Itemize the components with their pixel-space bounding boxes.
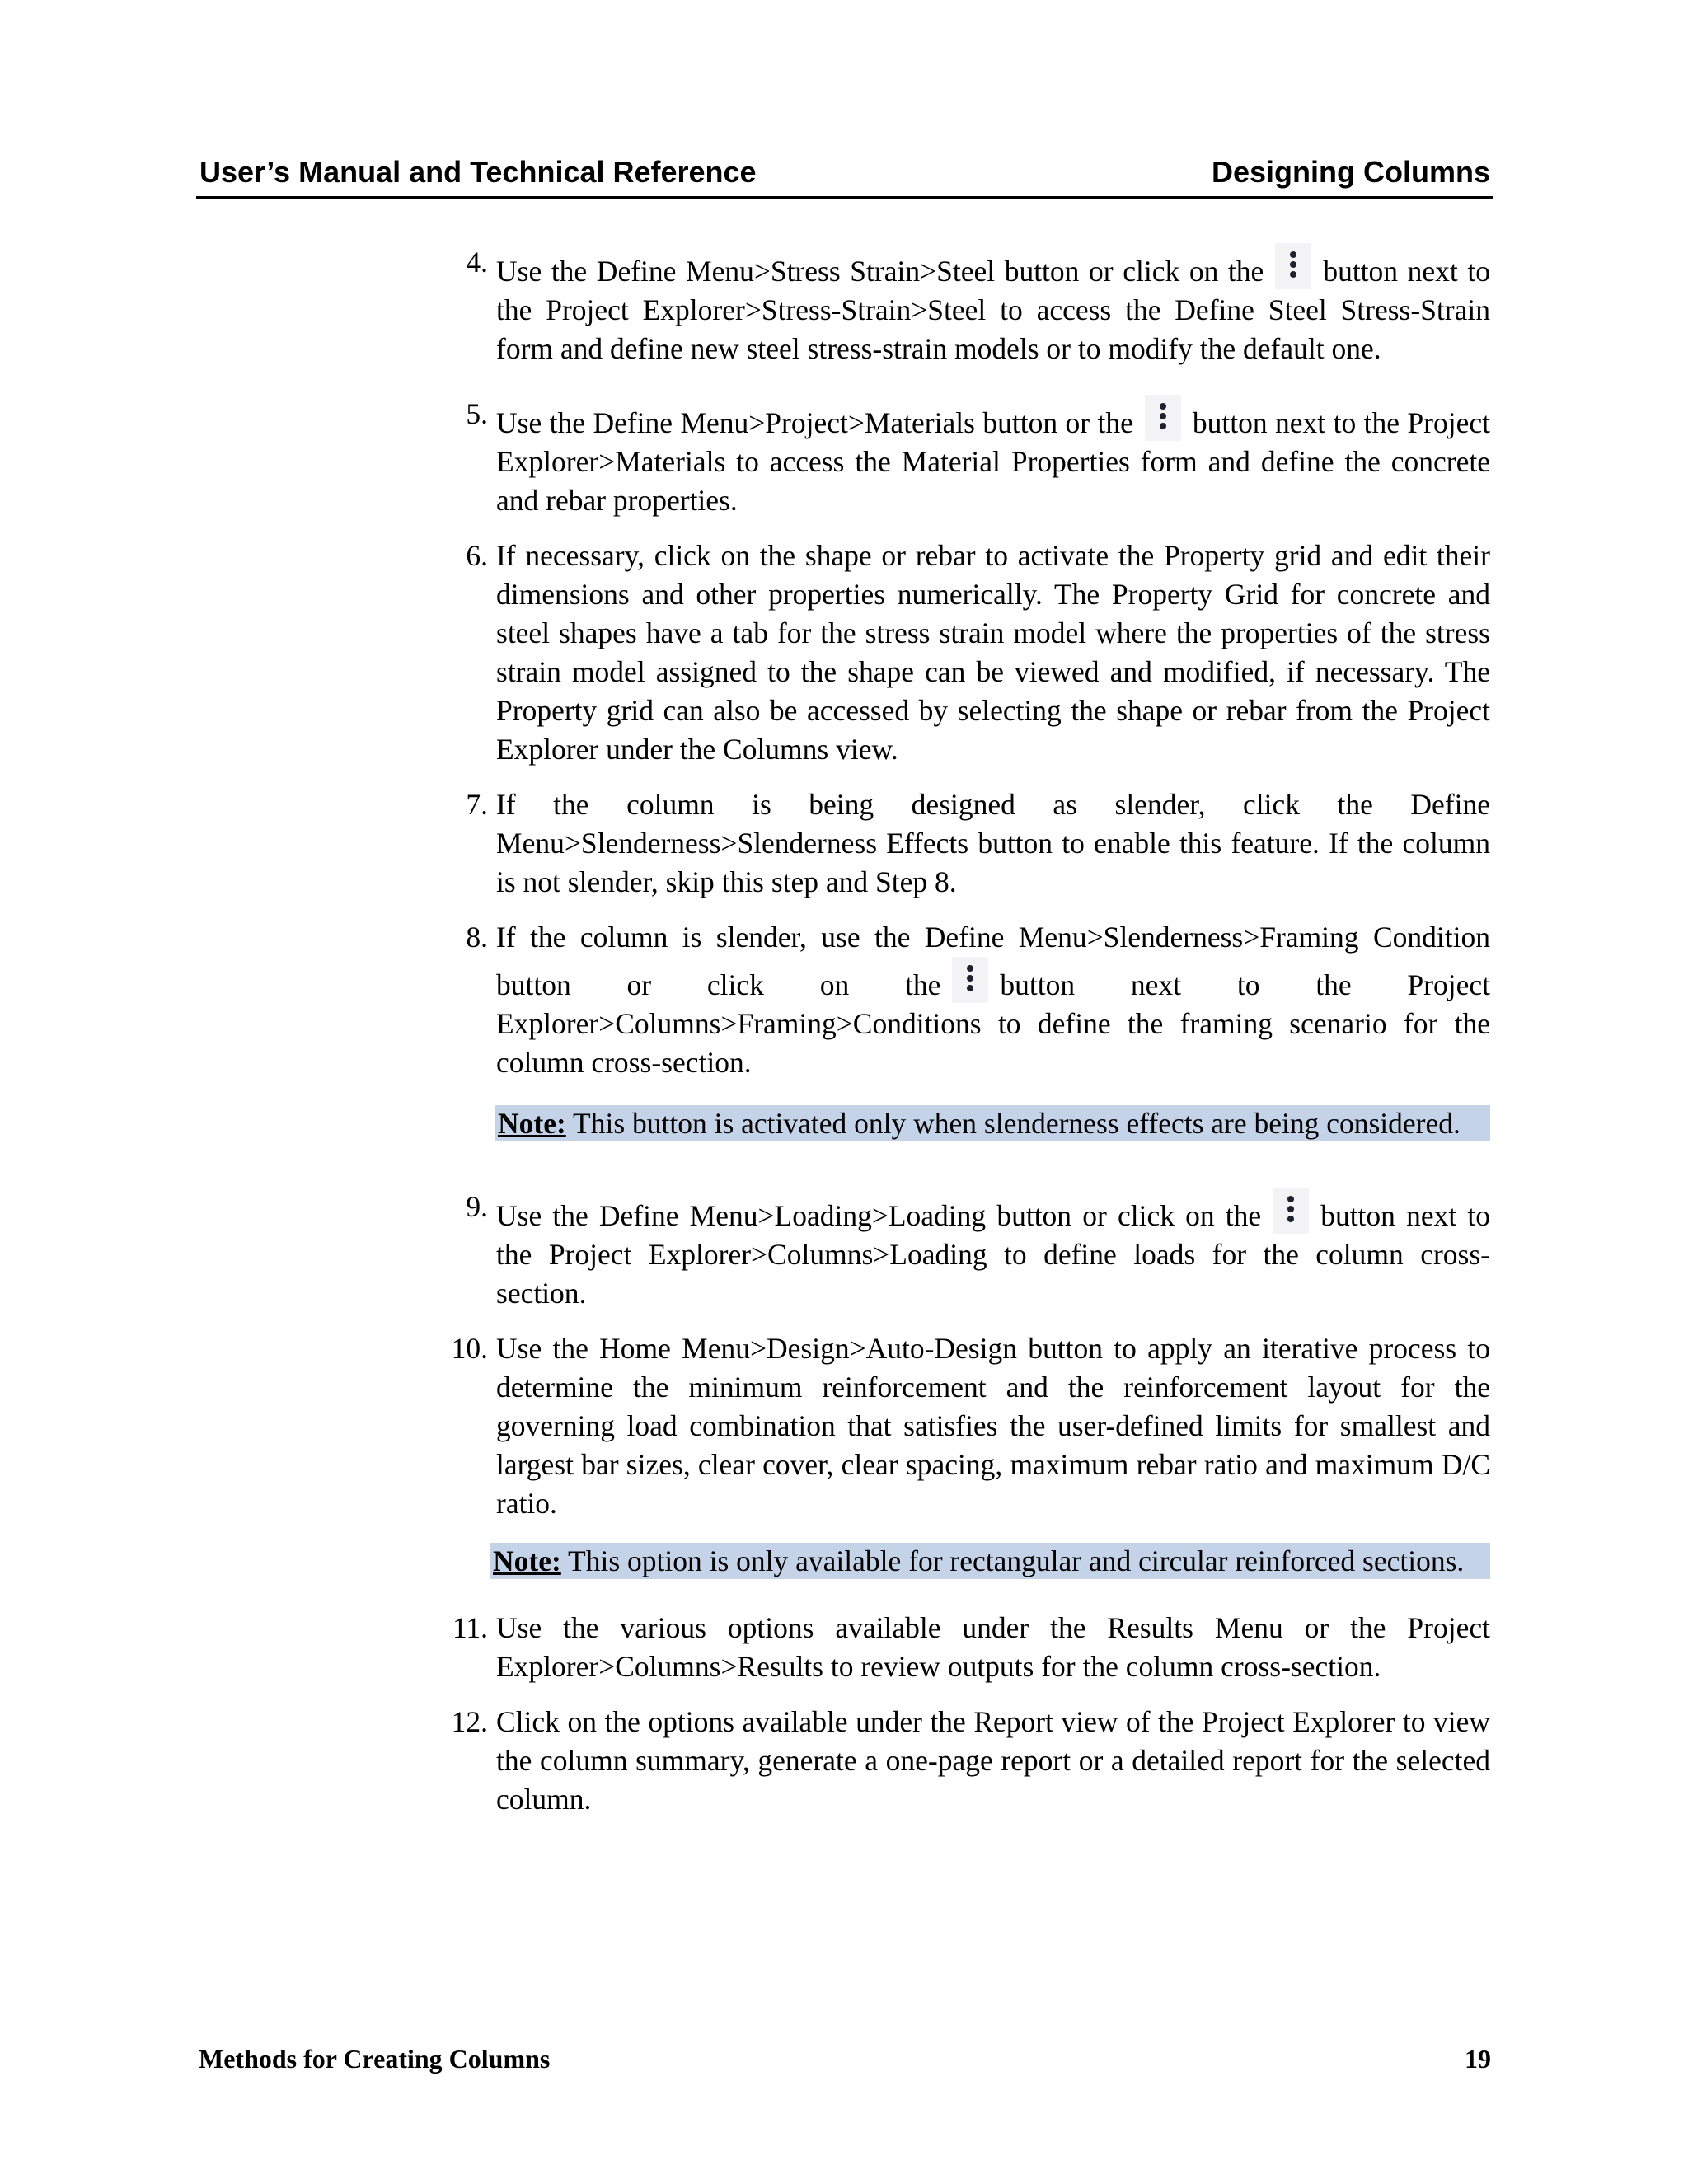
- step-text-after: button next to the Project Explorer>Columns>Framing>Conditions to define the framing scenario for the column cross-section.: [496, 968, 1490, 1079]
- more-options-icon: [1145, 395, 1181, 441]
- instructions-list: [437, 243, 1490, 1835]
- step-5: [437, 395, 1490, 520]
- step-text-after: button next to the Project Explorer>Stress-Strain>Steel to access the Define Steel Stress-Strain form and define new steel stress-strain models or to modify the default one.: [496, 255, 1490, 365]
- step-number: 10.: [451, 1332, 488, 1365]
- step-4: [437, 243, 1490, 368]
- step-text: Use the various options available under the Results Menu or the Project Explorer>Columns>Results to review outputs for the column cross-section.: [496, 1611, 1490, 1683]
- step-number: 6.: [466, 539, 488, 572]
- header-title: User’s Manual and Technical Reference: [199, 155, 757, 189]
- step-text: Click on the options available under the Report view of the Project Explorer to view the column summary, generate a one-page report or a detailed report for the selected column.: [496, 1705, 1490, 1816]
- step-number: 7.: [466, 788, 488, 821]
- page-number: 19: [1465, 2044, 1491, 2074]
- step-text-after: button next to the Project Explorer>Materials to access the Material Properties form and define the concrete and rebar properties.: [496, 406, 1490, 517]
- step-number: 11.: [452, 1611, 488, 1644]
- step-12: [437, 1703, 1490, 1819]
- step-text-before: Use the Define Menu>Project>Materials button or the: [496, 406, 1133, 439]
- step-8: [437, 918, 1490, 1082]
- footer-chapter: Methods for Creating Columns: [199, 2044, 551, 2074]
- note-auto-design: [490, 1543, 1490, 1579]
- more-options-icon: [1273, 1188, 1309, 1234]
- step-number: 8.: [466, 921, 488, 954]
- step-text: If the column is being designed as slender, click the Define Menu>Slenderness>Slenderness Effects button to enable this feature. If the column is not slender, skip this step and Step 8.: [496, 788, 1490, 898]
- step-number: 12.: [451, 1705, 488, 1738]
- step-text: If necessary, click on the shape or rebar to activate the Property grid and edit their dimensions and other properties numerically. The Property Grid for concrete and steel shapes have a tab for the stress strain model where the properties of the stress strain model assigned to the shape can be viewed and modified, if necessary. The Property grid can also be accessed by selecting the shape or rebar from the Project Explorer under the Columns view.: [496, 539, 1490, 766]
- note-label: Note:: [498, 1107, 566, 1140]
- step-number: 5.: [466, 397, 488, 430]
- step-7: [437, 785, 1490, 902]
- note-text: This option is only available for rectangular and circular reinforced sections.: [560, 1544, 1465, 1577]
- step-text-before: Use the Define Menu>Loading>Loading button or click on the: [496, 1199, 1262, 1232]
- page-header: [196, 155, 1493, 199]
- step-text-before: Use the Define Menu>Stress Strain>Steel button or click on the: [496, 255, 1264, 288]
- more-options-icon: [1275, 243, 1311, 289]
- step-number: 4.: [466, 246, 488, 279]
- step-number: 9.: [466, 1190, 488, 1223]
- step-text: Use the Home Menu>Design>Auto-Design button to apply an iterative process to determine the minimum reinforcement and the reinforcement layout for the governing load combination that satisfies the user-defined limits for smallest and largest bar sizes, clear cover, clear spacing, maximum rebar ratio and maximum D/C ratio.: [496, 1332, 1490, 1520]
- step-text-before: If the column is slender, use the Define Menu>Slenderness>Framing Condition button or click on the: [496, 921, 1490, 1001]
- step-11: [437, 1609, 1490, 1686]
- step-10: [437, 1329, 1490, 1523]
- note-slenderness: [495, 1105, 1490, 1141]
- step-6: [437, 537, 1490, 769]
- header-section: Designing Columns: [1211, 155, 1490, 189]
- note-label: Note:: [493, 1544, 561, 1577]
- step-text-after: button next to the Project Explorer>Columns>Loading to define loads for the column cross-section.: [496, 1199, 1490, 1310]
- more-options-icon: [952, 957, 988, 1003]
- note-text: This button is activated only when slenderness effects are being considered.: [565, 1107, 1461, 1140]
- step-9: [437, 1188, 1490, 1313]
